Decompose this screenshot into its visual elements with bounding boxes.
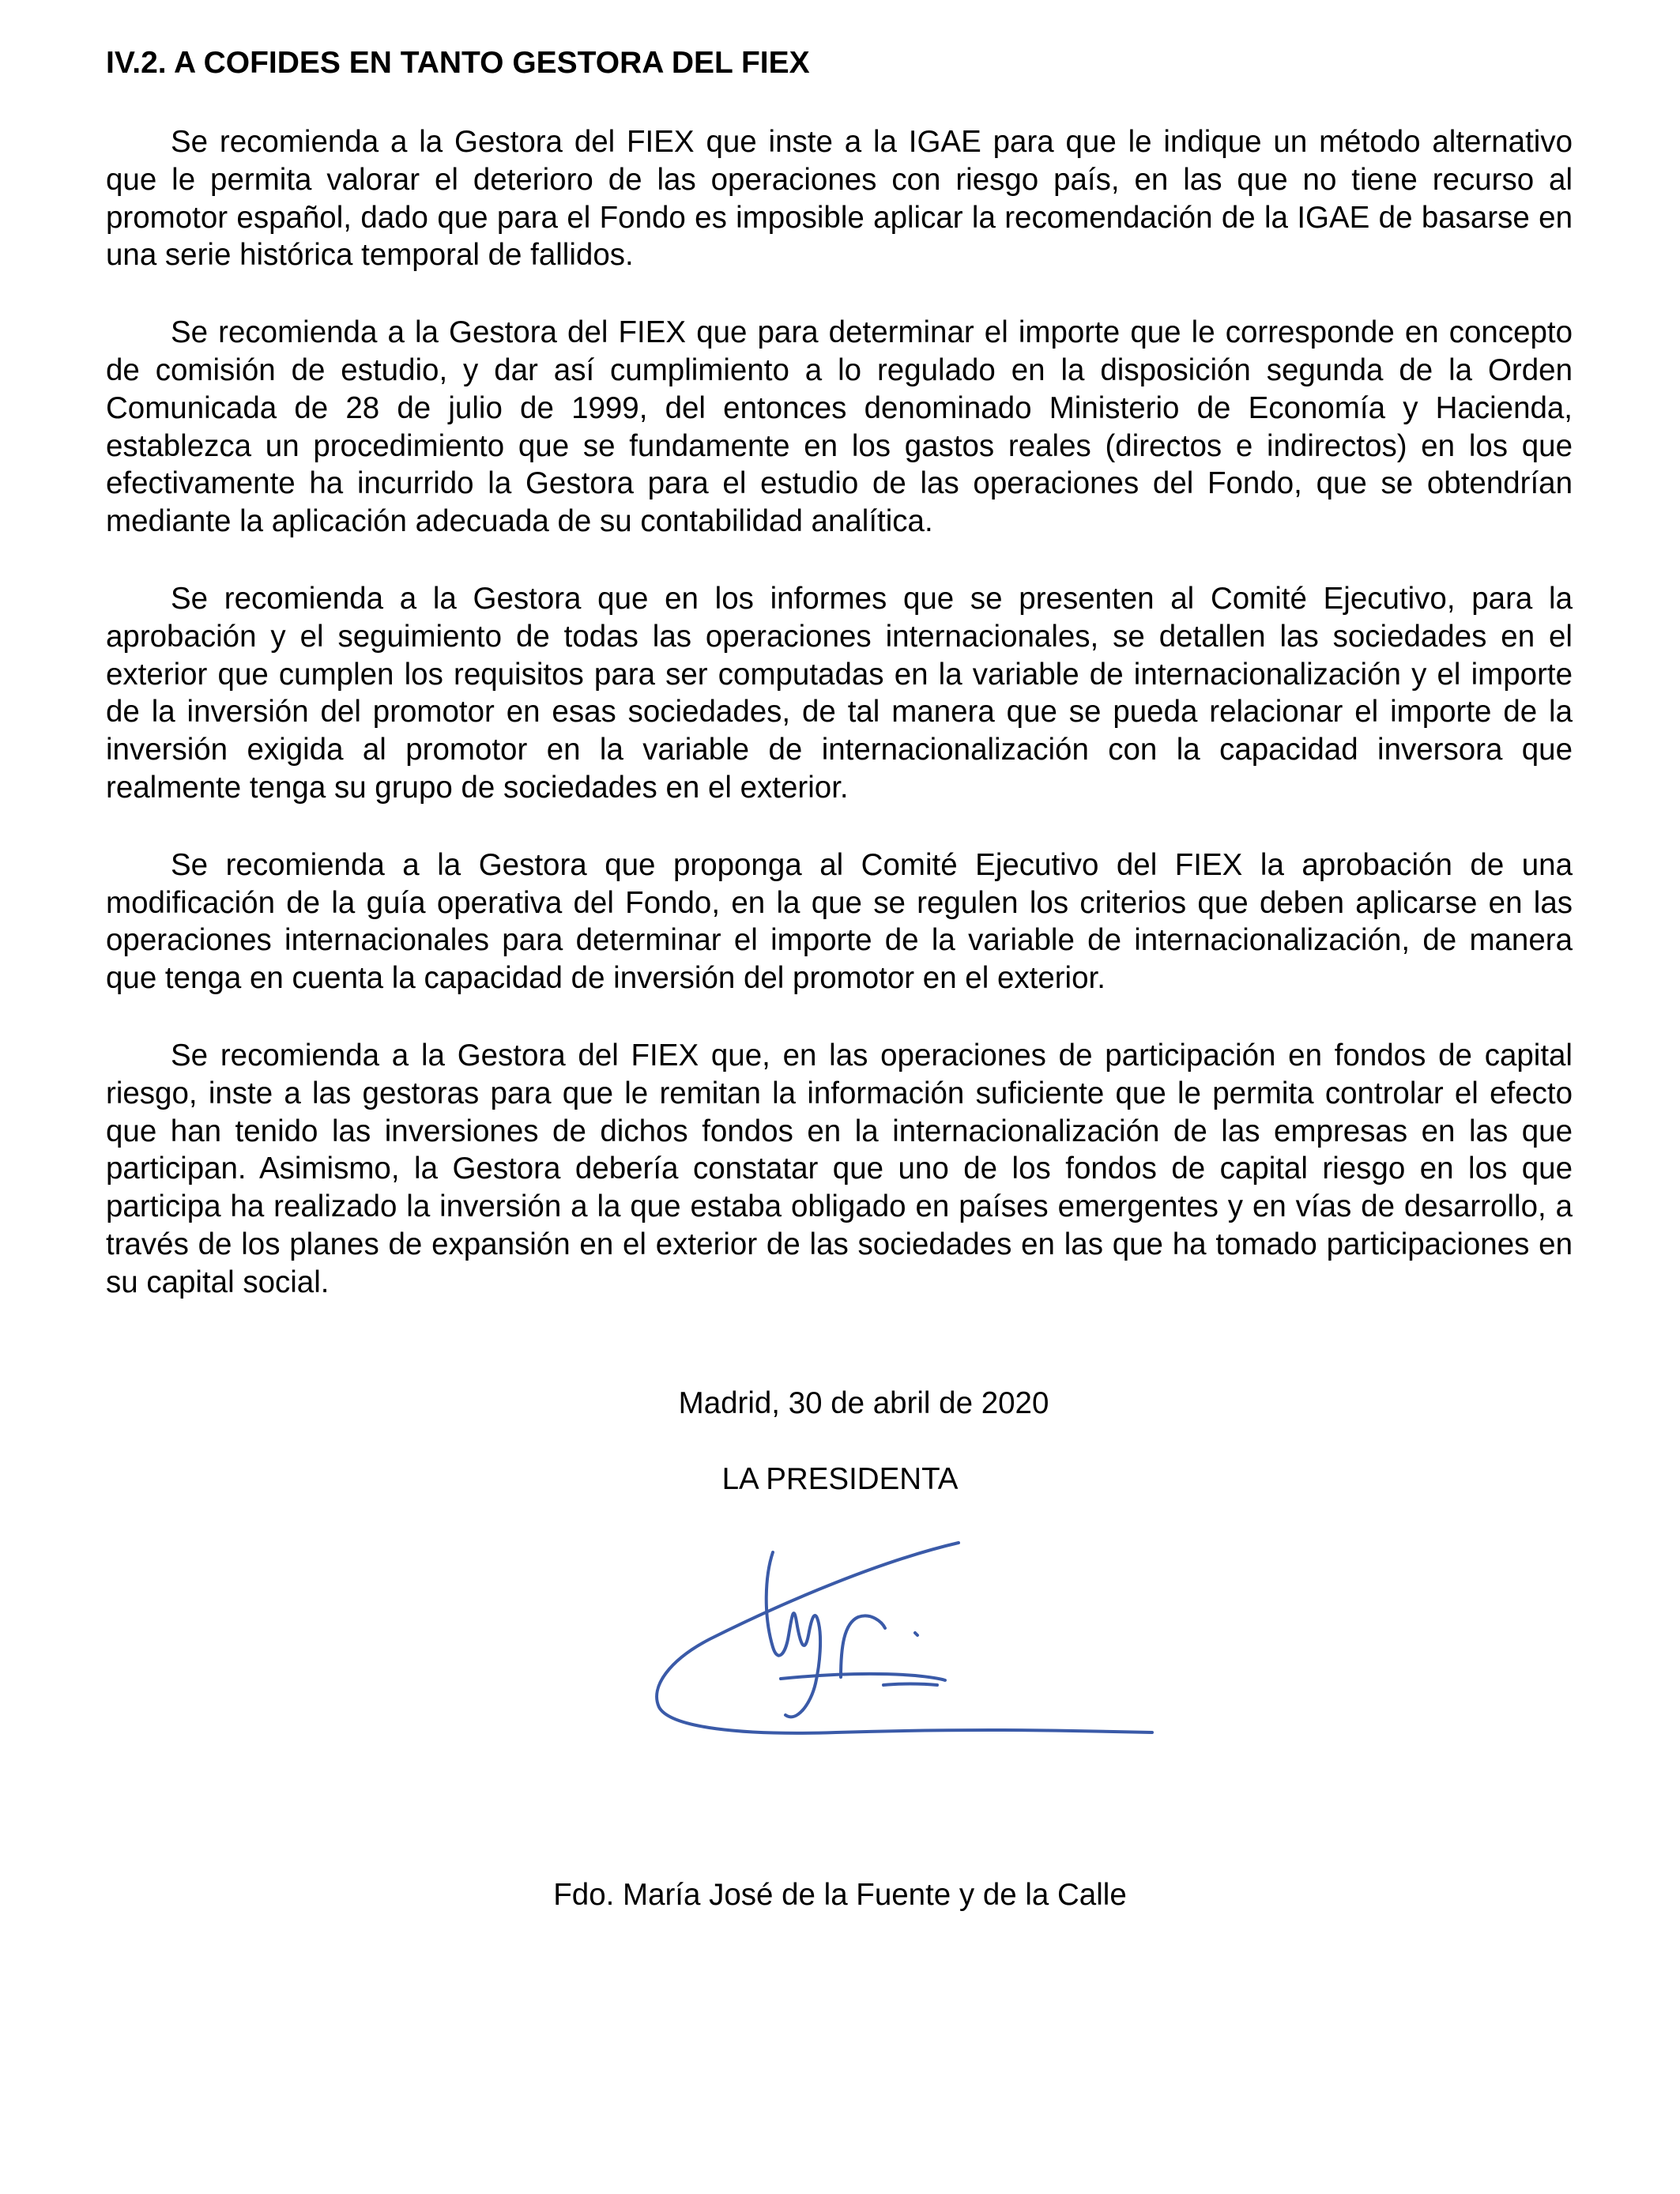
signature-stroke-loop (657, 1543, 1152, 1733)
recommendation-paragraph-2: Se recomienda a la Gestora del FIEX que para determinar el importe que le corresponde en concepto de comisión de estudio, y dar así cumplimiento a lo regulado en la disposición segunda de la Orden Comunicada de 28 de julio de 1999, del entonces denominado Ministerio de Economía y Hacienda, establezca un procedimiento que se fundamente en los gastos reales (directos e indirectos) en los que efectivamente ha incurrido la Gestora para el estudio de las operaciones del Fondo, que se obtendrían mediante la aplicación adecuada de su contabilidad analítica. (106, 315, 1573, 539)
signature-stroke-cross (781, 1674, 945, 1680)
signature-stroke-main (767, 1552, 820, 1717)
place-and-date: Madrid, 30 de abril de 2020 (678, 1386, 1049, 1420)
recommendation-paragraph-5: Se recomienda a la Gestora del FIEX que, en las operaciones de participación en fondos de capital riesgo, inste a las gestoras para que le remitan la información suficiente que le permita controlar el efecto que han tenido las inversiones de dichos fondos en la internacionalización de las empresas en las que participan. Asimismo, la Gestora debería constatar que uno de los fondos de capital riesgo en los que participa ha realizado la inversión a la que estaba obligado en países emergentes y en vías de desarrollo, a través de los planes de expansión en el exterior de las sociedades en las que ha tomado participaciones en su capital social. (106, 1038, 1573, 1299)
signer-role: LA PRESIDENTA (721, 1462, 959, 1496)
section-heading: IV.2. A COFIDES EN TANTO GESTORA DEL FIEX (106, 46, 810, 80)
recommendation-paragraph-1: Se recomienda a la Gestora del FIEX que inste a la IGAE para que le indique un método alternativo que le permita valorar el deterioro de las operaciones con riesgo país, en las que no tiene recurso al promotor español, dado que para el Fondo es imposible aplicar la recomendación de la IGAE de basarse en una serie histórica temporal de fallidos. (106, 125, 1573, 273)
signature-stroke-dot (915, 1633, 917, 1635)
recommendation-paragraph-3: Se recomienda a la Gestora que en los informes que se presenten al Comité Ejecutivo, para la aprobación y el seguimiento de todas las operaciones internacionales, se detallen las sociedades en el exterior que cumplen los requisitos para ser computadas en la variable de internacionalización y el importe de la inversión del promotor en esas sociedades, de tal manera que se pueda relacionar el importe de la inversión exigida al promotor en la variable de internacionalización con la capacidad inversora que realmente tenga su grupo de sociedades en el exterior. (106, 581, 1573, 805)
recommendation-paragraph-4: Se recomienda a la Gestora que proponga al Comité Ejecutivo del FIEX la aprobación de una modificación de la guía operativa del Fondo, en la que se regulen los criterios que deben aplicarse en las operaciones internacionales para determinar el importe de la variable de internacionalización, de manera que tenga en cuenta la capacidad de inversión del promotor en el exterior. (106, 847, 1573, 996)
signature-stroke-second (841, 1615, 885, 1677)
document-body (106, 41, 1573, 1341)
signatory-name: Fdo. María José de la Fuente y de la Calle (553, 1878, 1127, 1912)
handwritten-signature (646, 1529, 1160, 1766)
signature-stroke-dash (883, 1684, 937, 1686)
